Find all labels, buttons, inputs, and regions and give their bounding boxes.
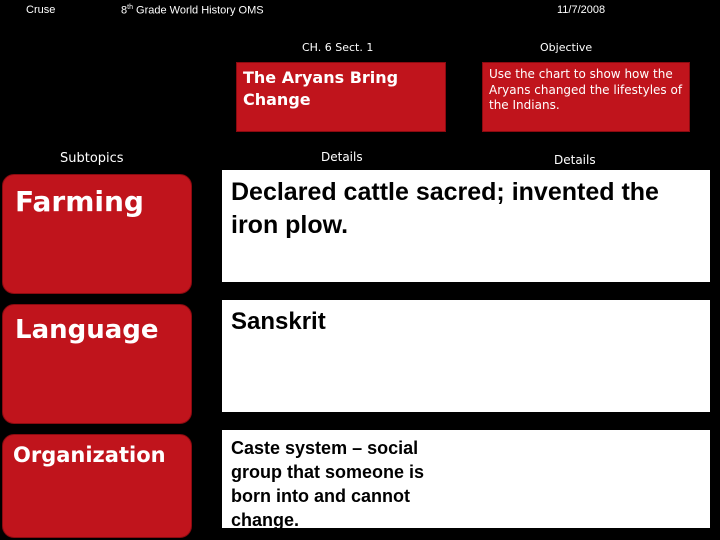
detail-farming: Declared cattle sacred; invented the iron plow. <box>222 170 710 282</box>
subtopic-language: Language <box>2 304 192 424</box>
lesson-title-box: The Aryans Bring Change <box>236 62 446 132</box>
detail-language: Sanskrit <box>222 300 710 412</box>
author-name: Cruse <box>26 4 56 16</box>
subtopic-farming: Farming <box>2 174 192 294</box>
objective-box: Use the chart to show how the Aryans changed the lifestyles of the Indians. <box>482 62 690 132</box>
subtopics-header: Subtopics <box>60 151 124 166</box>
subtopic-organization: Organization <box>2 434 192 538</box>
course-title: 8th Grade World History OMS <box>121 4 264 17</box>
date: 11/7/2008 <box>557 4 606 16</box>
details-header-2: Details <box>554 153 596 167</box>
details-header-1: Details <box>321 150 363 164</box>
objective-label: Objective <box>540 41 593 54</box>
detail-organization: Caste system – social group that someone is born into and cannot change. <box>222 430 710 528</box>
section-label: CH. 6 Sect. 1 <box>302 41 374 54</box>
